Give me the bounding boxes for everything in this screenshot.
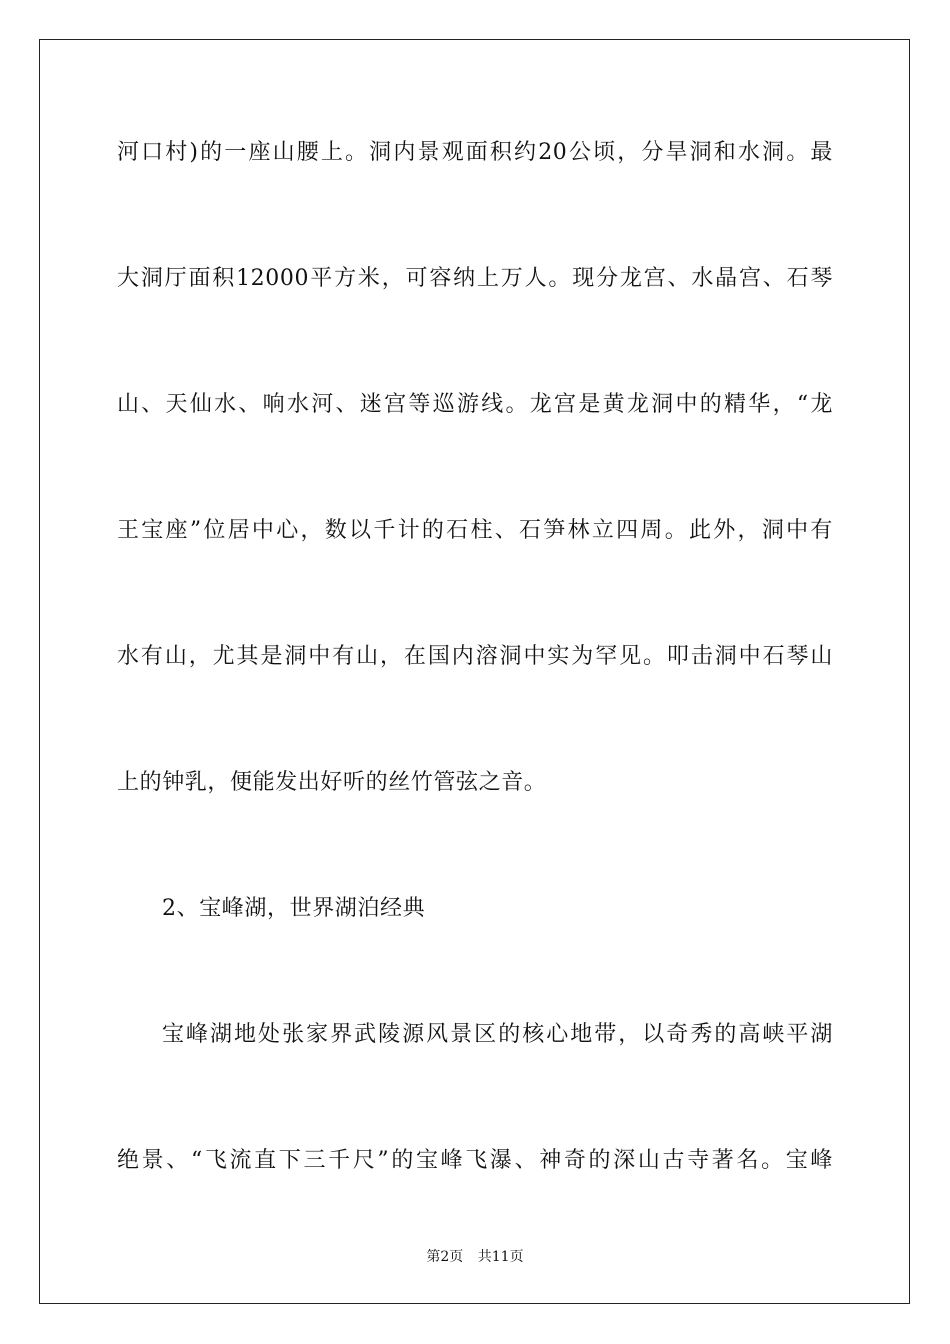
paragraph-line-1: 河口村)的一座山腰上。洞内景观面积约20公顷，分旱洞和水洞。最: [117, 140, 833, 165]
paragraph-line-3: 山、天仙水、响水河、迷宫等巡游线。龙宫是黄龙洞中的精华，“龙: [117, 392, 833, 417]
section-heading: 2、宝峰湖，世界湖泊经典: [162, 896, 426, 921]
paragraph-line-7: 宝峰湖地处张家界武陵源风景区的核心地带，以奇秀的高峡平湖: [162, 1022, 833, 1047]
paragraph-line-6: 上的钟乳，便能发出好听的丝竹管弦之音。: [117, 770, 547, 795]
paragraph-line-2: 大洞厅面积12000平方米，可容纳上万人。现分龙宫、水晶宫、石琴: [117, 266, 833, 291]
paragraph-line-8: 绝景、“飞流直下三千尺”的宝峰飞瀑、神奇的深山古寺著名。宝峰: [117, 1148, 833, 1173]
page-number-current: 第2页: [426, 1249, 464, 1265]
paragraph-line-5: 水有山，尤其是洞中有山，在国内溶洞中实为罕见。叩击洞中石琴山: [117, 644, 833, 669]
page-number-total: 共11页: [477, 1249, 524, 1265]
paragraph-line-4: 王宝座”位居中心，数以千计的石柱、石笋林立四周。此外，洞中有: [117, 518, 833, 543]
page-footer: [0, 1248, 950, 1266]
